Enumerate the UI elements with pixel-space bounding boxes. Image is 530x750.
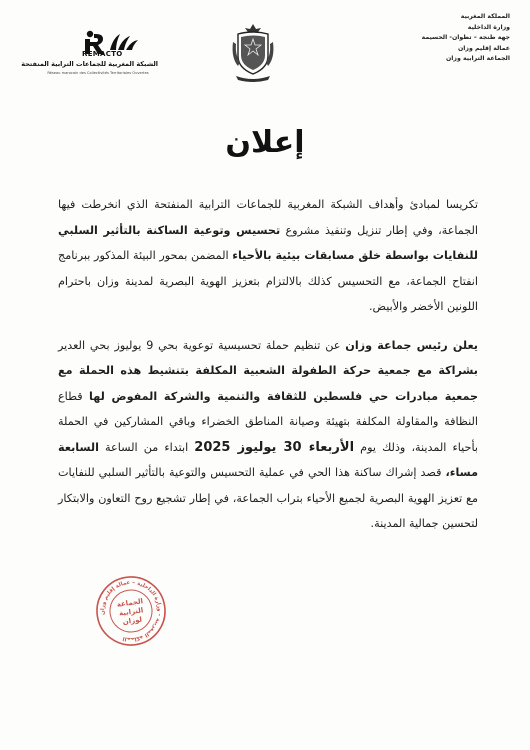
event-date: الأربعاء 30 يوليوز 2025 (194, 439, 355, 455)
admin-line-commune: الجماعة الترابية وزان (445, 55, 510, 62)
intro-text-1: تكريسا لمبادئ وأهداف الشبكة المغربية للجماعات الترابية المنفتحة الذي انخرطت فيها الجماعة، وفي إطار تنزيل وتنفيذ مشروع (58, 198, 478, 237)
stamp-center-line-3: لوزان (122, 615, 143, 627)
administration-header (360, 12, 510, 65)
stamp-center-line-1: الجماعة (116, 597, 144, 609)
remacto-logo (21, 30, 158, 90)
coat-of-arms-icon (230, 22, 276, 84)
announcer: يعلن رئيس جماعة وزان (345, 338, 479, 352)
event-time: السابعة مساء، (58, 440, 478, 479)
intro-text-2: المضمن بمحور البيئة المذكور ببرنامج انفتاح الجماعة، مع التحسيس كذلك بالالتزام بتعزيز الهوية البصرية لمدينة وزان باحترام اللونين الأخضر والأبيض. (58, 249, 478, 313)
page-title: إعلان (225, 125, 305, 160)
logo-french-text: Réseau marocain des Collectivités Territoriales Ouvertes (47, 71, 149, 75)
announcement-text-1: عن تنظيم حملة تحسيسية توعوية بحي 9 يوليوز بحي العدير (58, 338, 346, 352)
announcement-text-4: قصد إشراك ساكنة هذا الحي في عملية التحسيس والتوعية بالتأثير السلبي للنفايات مع تعزيز الهوية البصرية لجميع الأحياء بتراب الجماعة، في إطار تشجيع روح التعاون والابتكار لتحسين جمالية المدينة. (58, 466, 478, 530)
paragraph-announcement (58, 333, 478, 537)
logo-name: REMACTO (82, 50, 123, 58)
announcement-text-2: قطاع النظافة والمقاولة المكلفة بتهيئة وصيانة المناطق الخضراء وباقي المشاركين في الحملة بأحياء المدينة، وذلك يوم (58, 389, 478, 454)
logo-arabic-text: الشبكة المغربية للجماعات الترابية المنفتحة (21, 60, 158, 68)
partners: بشراكة مع جمعية حركة الطفولة الشعبية المكلفة بتنشيط هذه الحملة مع جمعية مبادرات حي فلسطين للثقافة والتنمية والشركة المفوض لها (58, 364, 479, 403)
admin-line-province: عمالة إقليم وزان (458, 44, 510, 52)
intro-project-name: تحسيس وتوعية الساكنة بالتأثير السلبي للنفايات بواسطة خلق مسابقات بيئية بالأحياء (58, 223, 479, 262)
paragraph-intro (58, 192, 478, 320)
admin-line-region: جهة طنجة – تطوان- الحسيمة (421, 34, 510, 41)
official-stamp (90, 570, 171, 651)
admin-line-ministry: وزارة الداخلية (467, 23, 510, 31)
announcement-body (58, 192, 478, 537)
stamp-ring-path: المملكة المغربية – وزارة الداخلية – عمالة إقليم وزان (99, 579, 163, 643)
announcement-text-3: ابتداء من الساعة (98, 440, 195, 454)
admin-line-kingdom: المملكة المغربية (460, 13, 510, 20)
stamp-center-line-2: الترابية (118, 606, 144, 618)
